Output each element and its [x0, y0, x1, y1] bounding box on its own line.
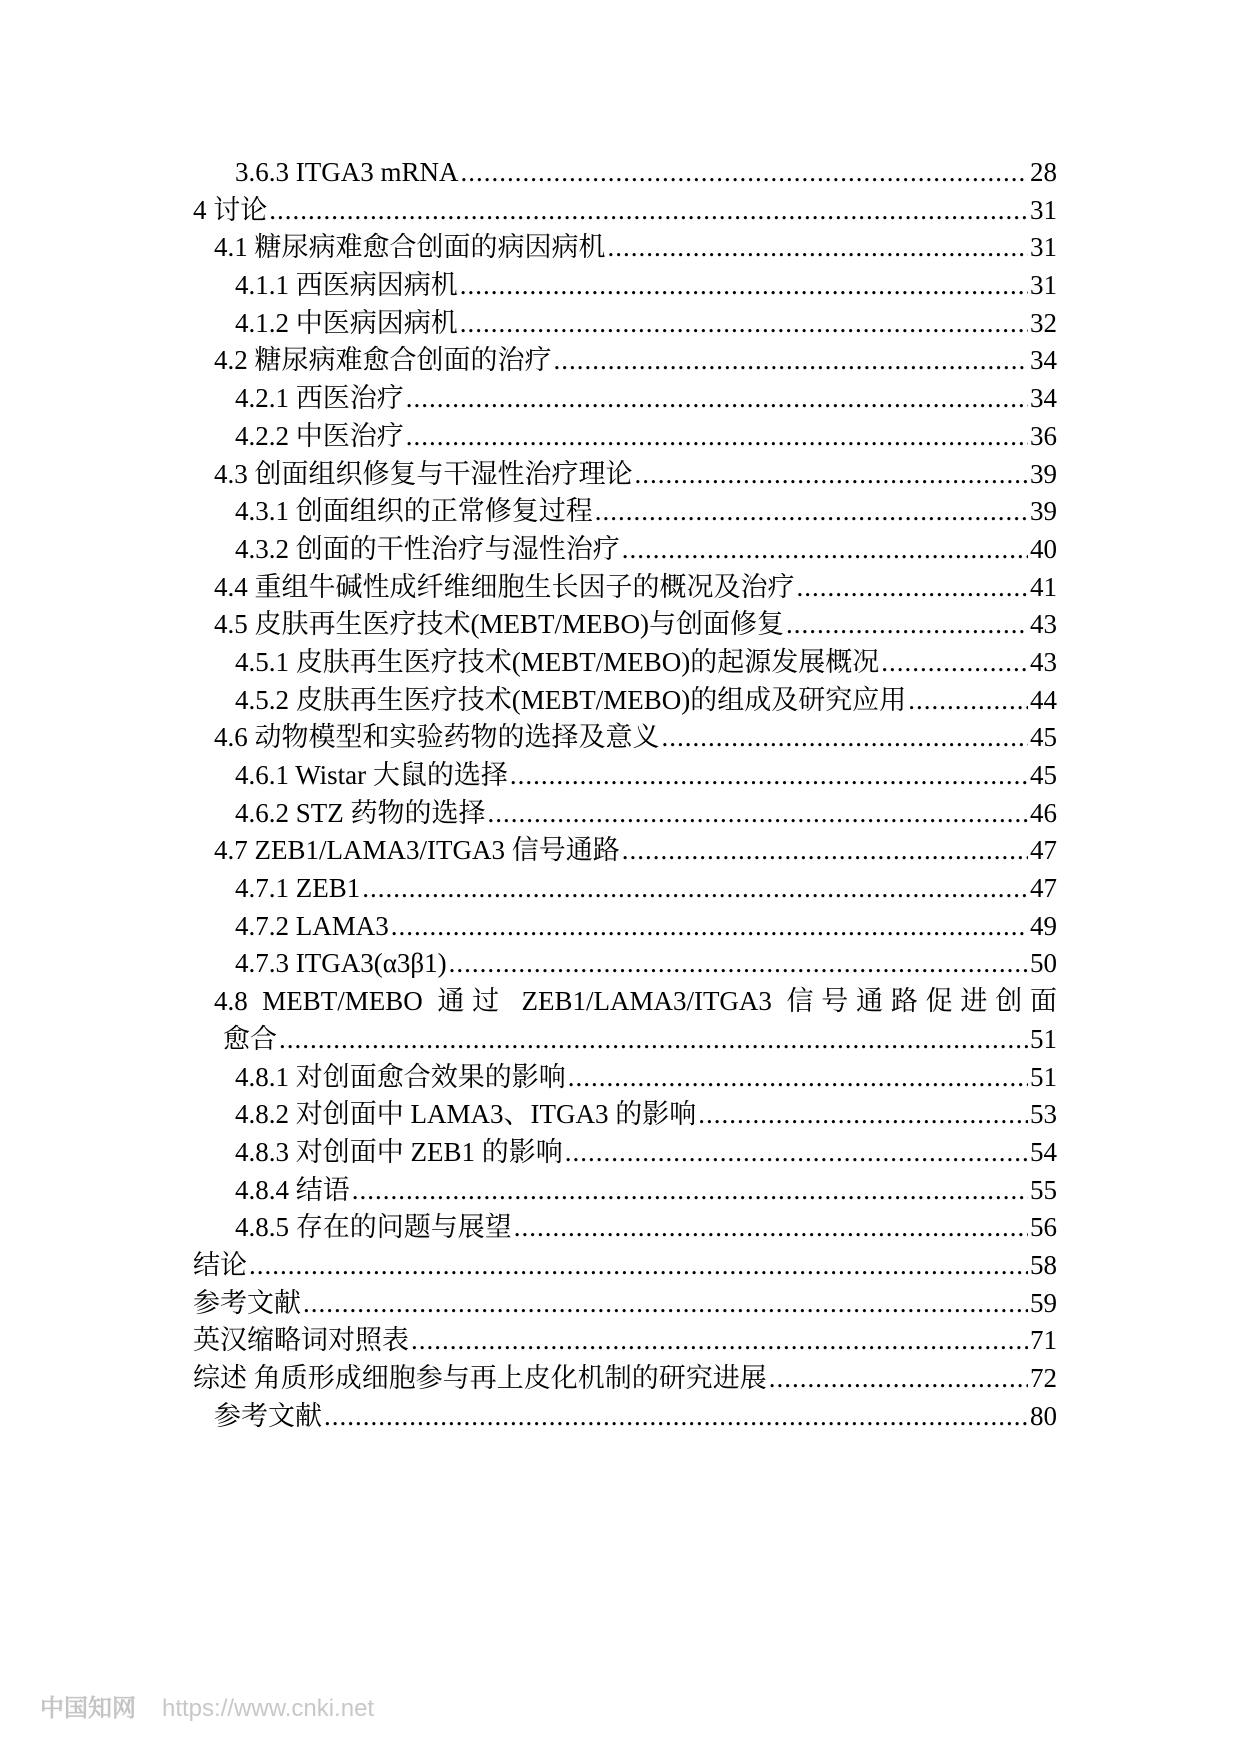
toc-entry[interactable] — [193, 1322, 1057, 1360]
toc-entry-title: 4.3.1 创面组织的正常修复过程 — [235, 496, 593, 527]
toc-entry[interactable] — [193, 1360, 1057, 1398]
toc-entry[interactable] — [193, 569, 1057, 607]
toc-dot-leader — [797, 569, 1029, 607]
toc-entry-title: 4.4 重组牛碱性成纤维细胞生长因子的概况及治疗 — [214, 571, 795, 602]
table-of-contents — [193, 154, 1057, 1435]
toc-entry-title: 4.2 糖尿病难愈合创面的治疗 — [214, 345, 552, 376]
toc-dot-leader — [249, 1247, 1028, 1285]
toc-entry[interactable] — [193, 192, 1057, 230]
toc-entry[interactable] — [193, 757, 1057, 795]
toc-entry[interactable] — [193, 644, 1057, 682]
toc-dot-leader — [769, 1360, 1028, 1398]
toc-entry-title: 4.1.2 中医病因病机 — [235, 307, 458, 338]
toc-entry-title: 4.7.2 LAMA3 — [235, 910, 389, 941]
toc-entry[interactable] — [193, 682, 1057, 720]
toc-entry-page: 51 — [1030, 1061, 1057, 1092]
toc-entry-page: 47 — [1030, 873, 1057, 904]
toc-entry-title: 4.5 皮肤再生医疗技术(MEBT/MEBO)与创面修复 — [214, 609, 784, 640]
toc-entry-page: 34 — [1030, 345, 1057, 376]
toc-entry[interactable] — [193, 418, 1057, 456]
toc-entry-page: 41 — [1030, 571, 1057, 602]
toc-entry-page: 36 — [1030, 420, 1057, 451]
toc-entry-page: 39 — [1030, 496, 1057, 527]
toc-dot-leader — [554, 342, 1029, 380]
toc-entry[interactable] — [193, 1285, 1057, 1323]
toc-entry-page: 43 — [1030, 646, 1057, 677]
toc-dot-leader — [362, 870, 1028, 908]
toc-entry-page: 55 — [1030, 1174, 1057, 1205]
toc-entry-page: 34 — [1030, 383, 1057, 414]
toc-dot-leader — [324, 1398, 1028, 1436]
toc-entry-title: 4.7.3 ITGA3(α3β1) — [235, 948, 447, 979]
toc-dot-leader — [786, 606, 1028, 644]
toc-entry-title: 4.1 糖尿病难愈合创面的病因病机 — [214, 232, 606, 263]
toc-entry-title: 参考文献 — [193, 1287, 301, 1318]
toc-entry-page: 45 — [1030, 760, 1057, 790]
toc-dot-leader — [352, 1172, 1028, 1210]
toc-entry-title: 4 讨论 — [193, 194, 268, 225]
toc-entry[interactable] — [193, 945, 1057, 983]
toc-dot-leader — [391, 908, 1028, 946]
toc-dot-leader — [406, 380, 1028, 418]
toc-dot-leader — [510, 757, 1028, 795]
toc-dot-leader — [565, 1134, 1028, 1172]
toc-entry-page: 43 — [1030, 609, 1057, 640]
toc-entry-title: 4.8.2 对创面中 LAMA3、ITGA3 的影响 — [235, 1099, 697, 1130]
toc-entry-title: 4.7 ZEB1/LAMA3/ITGA3 信号通路 — [214, 835, 620, 866]
toc-dot-leader — [622, 832, 1028, 870]
toc-entry[interactable] — [193, 908, 1057, 946]
toc-entry-title: 4.3 创面组织修复与干湿性治疗理论 — [214, 458, 633, 489]
toc-entry-page: 28 — [1030, 157, 1057, 187]
toc-entry-title: 4.7.1 ZEB1 — [235, 873, 361, 904]
toc-dot-leader — [279, 1021, 1028, 1059]
toc-dot-leader — [698, 1096, 1028, 1134]
toc-entry-title: 4.8.3 对创面中 ZEB1 的影响 — [235, 1136, 563, 1167]
toc-dot-leader — [635, 456, 1029, 494]
toc-dot-leader — [460, 267, 1028, 305]
toc-entry[interactable] — [193, 342, 1057, 380]
toc-entry-page: 45 — [1030, 722, 1057, 753]
toc-entry[interactable] — [193, 832, 1057, 870]
toc-entry-page: 56 — [1030, 1212, 1057, 1243]
cnki-watermark — [40, 1688, 374, 1723]
toc-dot-leader — [488, 795, 1028, 833]
toc-entry[interactable] — [193, 229, 1057, 267]
toc-entry-page: 71 — [1030, 1325, 1057, 1356]
toc-entry-title: 4.2.2 中医治疗 — [235, 420, 404, 451]
toc-dot-leader — [662, 719, 1029, 757]
toc-entry-wrapped[interactable] — [193, 983, 1057, 1021]
toc-entry[interactable] — [193, 1172, 1057, 1210]
toc-dot-leader — [449, 945, 1028, 983]
toc-entry-page: 46 — [1030, 797, 1057, 828]
toc-entry-title: 结论 — [193, 1249, 247, 1280]
toc-entry-title: 英汉缩略词对照表 — [193, 1325, 409, 1356]
toc-dot-leader — [622, 531, 1028, 569]
toc-entry-page: 59 — [1030, 1287, 1057, 1318]
toc-entry-page: 39 — [1030, 458, 1057, 489]
toc-entry-title: 4.6.1 Wistar 大鼠的选择 — [235, 760, 508, 790]
toc-entry[interactable] — [193, 719, 1057, 757]
toc-entry-page: 72 — [1030, 1363, 1057, 1393]
toc-entry[interactable] — [193, 305, 1057, 343]
toc-entry-continuation[interactable] — [193, 1021, 1057, 1059]
toc-entry[interactable] — [193, 606, 1057, 644]
toc-entry[interactable] — [193, 1096, 1057, 1134]
toc-entry[interactable] — [193, 456, 1057, 494]
toc-entry-page: 53 — [1030, 1099, 1057, 1130]
toc-dot-leader — [514, 1209, 1028, 1247]
toc-entry[interactable] — [193, 154, 1057, 192]
toc-entry-title: 4.6.2 STZ 药物的选择 — [235, 797, 486, 828]
toc-dot-leader — [608, 229, 1029, 267]
toc-entry[interactable] — [193, 1209, 1057, 1247]
toc-entry-title: 4.2.1 西医治疗 — [235, 383, 404, 414]
toc-entry-title: 4.6 动物模型和实验药物的选择及意义 — [214, 722, 660, 753]
toc-entry-page: 40 — [1030, 533, 1057, 564]
toc-entry[interactable] — [193, 531, 1057, 569]
toc-entry-page: 54 — [1030, 1136, 1057, 1167]
toc-entry-title: 4.1.1 西医病因病机 — [235, 270, 458, 301]
toc-entry-page: 51 — [1030, 1023, 1057, 1054]
toc-entry-title: 3.6.3 ITGA3 mRNA — [235, 157, 459, 187]
toc-entry[interactable] — [193, 1398, 1057, 1436]
toc-dot-leader — [406, 418, 1028, 456]
toc-dot-leader — [595, 493, 1028, 531]
toc-entry-title: 参考文献 — [214, 1400, 322, 1431]
toc-dot-leader — [269, 192, 1028, 230]
toc-dot-leader — [568, 1059, 1028, 1097]
toc-entry-title: 4.8.1 对创面愈合效果的影响 — [235, 1061, 566, 1092]
toc-dot-leader — [303, 1285, 1028, 1323]
watermark-brand: 中国知网 — [40, 1695, 136, 1722]
toc-entry-page: 32 — [1030, 307, 1057, 338]
toc-dot-leader — [460, 305, 1028, 343]
toc-entry[interactable] — [193, 870, 1057, 908]
toc-entry[interactable] — [193, 1247, 1057, 1285]
toc-entry-title: 4.8.5 存在的问题与展望 — [235, 1212, 512, 1243]
toc-entry-page: 80 — [1030, 1400, 1057, 1431]
toc-entry[interactable] — [193, 267, 1057, 305]
toc-dot-leader — [411, 1322, 1028, 1360]
toc-entry-page: 31 — [1030, 232, 1057, 263]
toc-entry-title: 4.3.2 创面的干性治疗与湿性治疗 — [235, 533, 620, 564]
toc-entry-page: 47 — [1030, 835, 1057, 866]
toc-entry-title: 综述 角质形成细胞参与再上皮化机制的研究进展 — [193, 1363, 767, 1393]
toc-entry-page: 31 — [1030, 270, 1057, 301]
toc-entry-page: 50 — [1030, 948, 1057, 979]
toc-entry-page: 31 — [1030, 194, 1057, 225]
toc-entry[interactable] — [193, 380, 1057, 418]
toc-entry[interactable] — [193, 1134, 1057, 1172]
toc-dot-leader — [908, 682, 1028, 720]
toc-entry-page: 58 — [1030, 1249, 1057, 1280]
toc-entry[interactable] — [193, 1059, 1057, 1097]
toc-dot-leader — [461, 154, 1029, 192]
watermark-url: https://www.cnki.net — [162, 1695, 375, 1722]
toc-entry[interactable] — [193, 795, 1057, 833]
toc-entry-title: 4.8 MEBT/MEBO 通过 ZEB1/LAMA3/ITGA3 信号通路促进创面 — [214, 986, 1057, 1017]
toc-dot-leader — [881, 644, 1028, 682]
toc-entry[interactable] — [193, 493, 1057, 531]
toc-entry-title: 4.8.4 结语 — [235, 1174, 350, 1205]
toc-entry-page: 49 — [1030, 910, 1057, 941]
toc-entry-title: 4.5.1 皮肤再生医疗技术(MEBT/MEBO)的起源发展概况 — [235, 646, 880, 677]
toc-entry-page: 44 — [1030, 684, 1057, 715]
toc-entry-title-continued: 愈合 — [223, 1023, 277, 1054]
toc-entry-title: 4.5.2 皮肤再生医疗技术(MEBT/MEBO)的组成及研究应用 — [235, 684, 907, 715]
